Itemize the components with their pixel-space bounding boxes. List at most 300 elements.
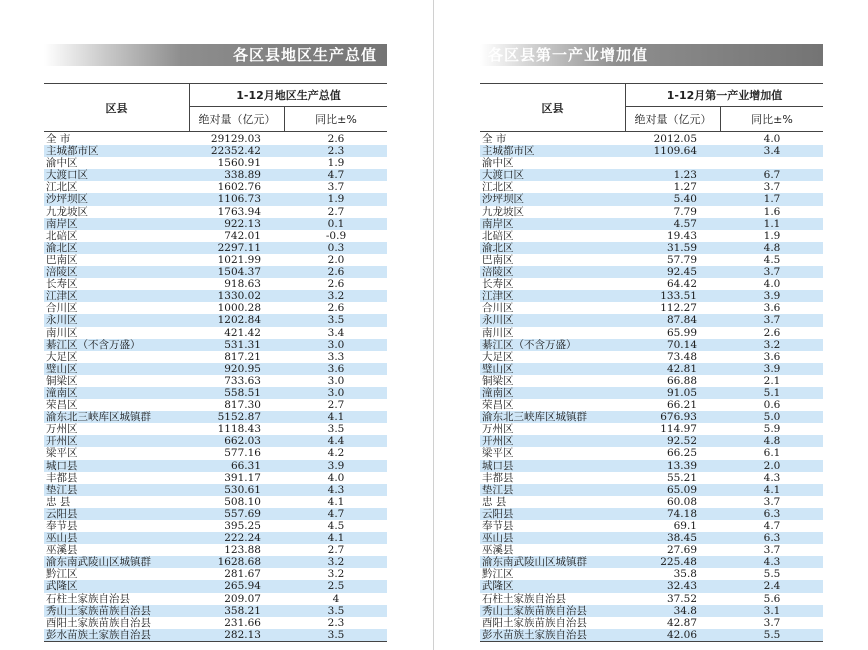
row-absolute-value: 19.43	[666, 229, 697, 242]
row-yoy-value: 4.8	[763, 241, 781, 254]
row-yoy-value: 6.3	[763, 532, 781, 545]
row-yoy-value: 2.4	[763, 580, 781, 593]
row-yoy-value: 3.2	[327, 290, 345, 303]
table-row	[44, 290, 387, 302]
row-absolute-value: 358.21	[224, 604, 261, 617]
table-row	[44, 254, 387, 266]
row-district-name: 沙坪坝区	[46, 193, 88, 206]
table-row	[480, 327, 823, 339]
row-absolute-value: 1504.37	[217, 266, 261, 279]
row-absolute-value: 66.25	[666, 447, 697, 460]
row-absolute-value: 27.69	[666, 544, 697, 557]
row-yoy-value: 4.5	[327, 520, 345, 532]
row-district-name: 綦江区（不含万盛）	[482, 338, 577, 351]
row-district-name: 江北区	[46, 181, 78, 194]
row-absolute-value: 557.69	[224, 507, 261, 520]
table-row	[480, 568, 823, 580]
row-yoy-value: 3.7	[763, 181, 781, 194]
row-district-name: 江北区	[482, 181, 514, 194]
table-row	[44, 266, 387, 278]
row-yoy-value: 4.3	[763, 556, 781, 569]
row-district-name: 大足区	[482, 350, 514, 363]
table-row	[480, 435, 823, 447]
gdp-table-header	[44, 83, 387, 132]
row-district-name: 长寿区	[46, 278, 78, 291]
table-row	[44, 447, 387, 459]
row-yoy-value: 5.1	[763, 386, 781, 399]
row-yoy-value: 2.6	[763, 326, 781, 339]
row-absolute-value: 73.48	[666, 350, 697, 363]
table-row	[480, 447, 823, 459]
row-yoy-value: 5.5	[763, 568, 781, 581]
row-yoy-value: 2.7	[327, 205, 345, 218]
table-row	[44, 520, 387, 532]
row-district-name: 云阳县	[482, 507, 514, 520]
row-absolute-value: 91.05	[666, 386, 697, 399]
row-district-name: 秀山土家族苗族自治县	[482, 604, 587, 617]
table-row	[480, 387, 823, 399]
row-district-name: 石柱土家族自治县	[46, 592, 130, 605]
table-row	[44, 508, 387, 520]
row-absolute-value: 676.93	[660, 411, 697, 424]
row-yoy-value: 6.7	[763, 169, 781, 182]
row-absolute-value: 1330.02	[217, 290, 261, 303]
row-yoy-value: 2.3	[327, 616, 345, 629]
row-yoy-value: 3.1	[763, 604, 781, 617]
gdp-panel	[44, 44, 387, 642]
table-row	[44, 302, 387, 314]
row-district-name: 南川区	[46, 326, 78, 339]
row-yoy-value: 4.2	[327, 447, 345, 460]
row-district-name: 垫江县	[46, 483, 78, 496]
row-absolute-value: 133.51	[660, 290, 697, 303]
row-yoy-value: 3.7	[763, 616, 781, 629]
row-district-name: 忠 县	[46, 495, 71, 508]
row-district-name: 大足区	[46, 350, 78, 363]
row-absolute-value: 918.63	[224, 278, 261, 291]
row-district-name: 荣昌区	[46, 399, 78, 412]
row-district-name: 江津区	[46, 290, 78, 303]
row-district-name: 渝东北三峡库区城镇群	[46, 411, 151, 424]
row-absolute-value: 1118.43	[217, 423, 261, 436]
row-district-name: 沙坪坝区	[482, 193, 524, 206]
row-absolute-value: 114.97	[660, 423, 697, 436]
row-absolute-value: 558.51	[224, 386, 261, 399]
page-divider	[433, 0, 434, 650]
row-absolute-value: 55.21	[666, 471, 697, 484]
row-district-name: 大渡口区	[482, 169, 524, 182]
row-district-name: 奉节县	[46, 520, 78, 532]
row-district-name: 奉节县	[482, 520, 514, 532]
row-absolute-value: 265.94	[224, 580, 261, 593]
gdp-header-absolute: 绝对量（亿元）	[190, 107, 285, 131]
row-absolute-value: 66.21	[666, 399, 697, 412]
table-row	[44, 399, 387, 411]
table-row	[480, 580, 823, 592]
row-absolute-value: 577.16	[224, 447, 261, 460]
row-absolute-value: 1.23	[673, 169, 697, 182]
row-absolute-value: 1109.64	[653, 145, 697, 158]
table-row	[480, 266, 823, 278]
table-row	[480, 314, 823, 326]
table-row	[44, 169, 387, 181]
row-absolute-value: 1628.68	[217, 556, 261, 569]
row-district-name: 彭水苗族土家族自治县	[482, 628, 587, 641]
row-absolute-value: 4.57	[673, 217, 697, 230]
row-district-name: 梁平区	[46, 447, 78, 460]
table-row	[480, 133, 823, 145]
row-yoy-value: 1.9	[763, 229, 781, 242]
row-district-name: 万州区	[46, 423, 78, 436]
table-row	[480, 544, 823, 556]
table-row	[44, 230, 387, 242]
row-absolute-value: 920.95	[224, 362, 261, 375]
row-absolute-value: 35.8	[673, 568, 697, 581]
row-absolute-value: 74.18	[666, 507, 697, 520]
row-yoy-value: 2.6	[327, 133, 345, 145]
row-absolute-value: 222.24	[224, 532, 261, 545]
row-absolute-value: 1763.94	[217, 205, 261, 218]
table-row	[44, 617, 387, 629]
table-row	[480, 399, 823, 411]
row-yoy-value: 4.4	[327, 435, 345, 448]
row-yoy-value: 3.4	[327, 326, 345, 339]
table-row	[44, 206, 387, 218]
table-row	[480, 423, 823, 435]
row-yoy-value: 5.9	[763, 423, 781, 436]
row-yoy-value: 2.0	[327, 253, 345, 266]
row-yoy-value: 5.0	[763, 411, 781, 424]
row-yoy-value: 2.6	[327, 302, 345, 315]
row-absolute-value: 662.03	[224, 435, 261, 448]
table-row	[480, 206, 823, 218]
row-yoy-value: 4.7	[763, 520, 781, 532]
table-row	[480, 556, 823, 568]
row-absolute-value: 34.8	[673, 604, 697, 617]
row-yoy-value: 4.1	[327, 495, 345, 508]
table-row	[480, 508, 823, 520]
primary-industry-panel	[480, 44, 823, 642]
table-row	[44, 363, 387, 375]
row-yoy-value: 4.7	[327, 169, 345, 182]
row-district-name: 璧山区	[46, 362, 78, 375]
row-yoy-value: 0.6	[763, 399, 781, 412]
table-row	[44, 556, 387, 568]
row-yoy-value: 3.9	[763, 290, 781, 303]
row-district-name: 铜梁区	[482, 374, 514, 387]
row-district-name: 武隆区	[482, 580, 514, 593]
row-district-name: 南川区	[482, 326, 514, 339]
row-yoy-value: 4.1	[327, 411, 345, 424]
row-absolute-value: 92.45	[666, 266, 697, 279]
row-absolute-value: 60.08	[666, 495, 697, 508]
row-district-name: 渝东南武陵山区城镇群	[46, 556, 151, 569]
row-yoy-value: 4.1	[327, 532, 345, 545]
row-district-name: 全 市	[482, 133, 507, 145]
row-absolute-value: 1106.73	[217, 193, 261, 206]
table-row	[44, 435, 387, 447]
table-row	[44, 472, 387, 484]
table-row	[480, 339, 823, 351]
primary-header-absolute: 绝对量（亿元）	[626, 107, 721, 131]
table-row	[480, 278, 823, 290]
row-absolute-value: 508.10	[224, 495, 261, 508]
row-absolute-value: 32.43	[666, 580, 697, 593]
row-yoy-value: 2.6	[327, 278, 345, 291]
row-absolute-value: 1021.99	[217, 253, 261, 266]
row-district-name: 巴南区	[482, 253, 514, 266]
gdp-title-bar	[44, 44, 387, 66]
row-yoy-value: 3.2	[763, 338, 781, 351]
table-row	[44, 580, 387, 592]
row-district-name: 北碚区	[46, 229, 78, 242]
row-district-name: 黔江区	[46, 568, 78, 581]
row-district-name: 开州区	[46, 435, 78, 448]
row-absolute-value: 66.88	[666, 374, 697, 387]
table-row	[44, 242, 387, 254]
table-row	[44, 327, 387, 339]
table-row	[44, 411, 387, 423]
row-absolute-value: 42.06	[666, 628, 697, 641]
row-district-name: 渝东北三峡库区城镇群	[482, 411, 587, 424]
row-district-name: 潼南区	[482, 386, 514, 399]
row-yoy-value: 3.5	[327, 628, 345, 641]
row-yoy-value: 0.1	[327, 217, 345, 230]
table-row	[480, 230, 823, 242]
row-district-name: 巫山县	[46, 532, 78, 545]
row-yoy-value: 3.0	[327, 338, 345, 351]
table-row	[480, 363, 823, 375]
row-district-name: 大渡口区	[46, 169, 88, 182]
row-absolute-value: 421.42	[224, 326, 261, 339]
row-district-name: 渝北区	[482, 241, 514, 254]
primary-title-bar	[480, 44, 823, 66]
table-row	[480, 193, 823, 205]
row-district-name: 石柱土家族自治县	[482, 592, 566, 605]
row-district-name: 巫溪县	[482, 544, 514, 557]
table-row	[480, 460, 823, 472]
row-yoy-value: 6.1	[763, 447, 781, 460]
row-absolute-value: 29129.03	[210, 133, 261, 145]
row-yoy-value: 4.0	[327, 471, 345, 484]
table-row	[44, 218, 387, 230]
table-row	[44, 278, 387, 290]
table-row	[480, 218, 823, 230]
row-absolute-value: 42.87	[666, 616, 697, 629]
table-row	[480, 629, 823, 641]
row-yoy-value: 2.5	[327, 580, 345, 593]
row-district-name: 武隆区	[46, 580, 78, 593]
row-absolute-value: 530.61	[224, 483, 261, 496]
row-absolute-value: 817.21	[224, 350, 261, 363]
row-district-name: 主城都市区	[46, 145, 99, 158]
row-absolute-value: 395.25	[224, 520, 261, 532]
row-yoy-value: 3.5	[327, 604, 345, 617]
row-absolute-value: 5.40	[673, 193, 697, 206]
table-row	[480, 617, 823, 629]
row-yoy-value: 4.3	[327, 483, 345, 496]
row-district-name: 南岸区	[46, 217, 78, 230]
table-row	[44, 193, 387, 205]
row-yoy-value: 3.9	[327, 459, 345, 472]
row-absolute-value: 65.09	[666, 483, 697, 496]
table-row	[480, 496, 823, 508]
table-row	[480, 145, 823, 157]
row-yoy-value: 1.7	[763, 193, 781, 206]
table-row	[44, 605, 387, 617]
table-row	[480, 302, 823, 314]
row-yoy-value: 3.6	[327, 362, 345, 375]
row-district-name: 丰都县	[46, 471, 78, 484]
row-absolute-value: 338.89	[224, 169, 261, 182]
row-district-name: 江津区	[482, 290, 514, 303]
row-district-name: 南岸区	[482, 217, 514, 230]
row-absolute-value: 69.1	[673, 520, 697, 532]
row-yoy-value: 4.0	[763, 133, 781, 145]
row-yoy-value: 3.2	[327, 556, 345, 569]
table-row	[480, 375, 823, 387]
row-yoy-value: -0.9	[325, 229, 347, 242]
row-yoy-value: 4.8	[763, 435, 781, 448]
row-district-name: 垫江县	[482, 483, 514, 496]
row-absolute-value: 38.45	[666, 532, 697, 545]
row-yoy-value: 3.0	[327, 386, 345, 399]
row-yoy-value: 1.6	[763, 205, 781, 218]
row-absolute-value: 1.27	[673, 181, 697, 194]
row-absolute-value: 391.17	[224, 471, 261, 484]
row-yoy-value	[721, 157, 823, 169]
table-row	[480, 411, 823, 423]
row-absolute-value: 225.48	[660, 556, 697, 569]
primary-header-yoy: 同比±%	[751, 113, 793, 126]
row-district-name: 秀山土家族苗族自治县	[46, 604, 151, 617]
row-yoy-value: 3.3	[327, 350, 345, 363]
row-absolute-value: 57.79	[666, 253, 697, 266]
row-absolute-value: 1000.28	[217, 302, 261, 315]
table-row	[44, 145, 387, 157]
table-row	[44, 423, 387, 435]
row-district-name: 酉阳土家族苗族自治县	[46, 616, 151, 629]
row-absolute-value: 531.31	[224, 338, 261, 351]
table-row	[44, 314, 387, 326]
row-absolute-value: 13.39	[666, 459, 697, 472]
row-district-name: 开州区	[482, 435, 514, 448]
table-row	[44, 133, 387, 145]
table-row	[480, 520, 823, 532]
row-yoy-value: 4.5	[763, 253, 781, 266]
row-yoy-value: 2.3	[327, 145, 345, 158]
table-row	[44, 387, 387, 399]
row-district-name: 永川区	[482, 314, 514, 327]
table-row	[480, 290, 823, 302]
row-district-name: 涪陵区	[46, 266, 78, 279]
row-yoy-value: 3.5	[327, 423, 345, 436]
row-yoy-value: 1.9	[327, 193, 345, 206]
primary-header-district: 区县	[480, 84, 626, 131]
row-district-name: 北碚区	[482, 229, 514, 242]
row-district-name: 云阳县	[46, 507, 78, 520]
row-yoy-value: 3.7	[763, 266, 781, 279]
row-absolute-value: 92.52	[666, 435, 697, 448]
row-district-name: 黔江区	[482, 568, 514, 581]
table-row	[44, 157, 387, 169]
row-absolute-value: 231.66	[224, 616, 261, 629]
row-yoy-value: 3.5	[327, 314, 345, 327]
table-row	[44, 593, 387, 605]
row-district-name: 永川区	[46, 314, 78, 327]
row-absolute-value: 742.01	[224, 229, 261, 242]
row-yoy-value: 3.7	[327, 181, 345, 194]
row-yoy-value: 3.6	[763, 350, 781, 363]
gdp-table-body	[44, 133, 387, 642]
row-district-name: 渝中区	[482, 157, 514, 170]
row-absolute-value: 5152.87	[217, 411, 261, 424]
table-row	[44, 544, 387, 556]
row-district-name: 九龙坡区	[46, 205, 88, 218]
row-yoy-value: 3.4	[763, 145, 781, 158]
table-row	[480, 472, 823, 484]
row-absolute-value: 66.31	[230, 459, 261, 472]
primary-title: 各区县第一产业增加值	[488, 46, 649, 64]
primary-table-header	[480, 83, 823, 132]
row-district-name: 璧山区	[482, 362, 514, 375]
row-yoy-value: 1.9	[327, 157, 345, 170]
primary-header-group: 1-12月第一产业增加值	[626, 84, 823, 107]
row-absolute-value: 209.07	[224, 592, 261, 605]
table-row	[44, 568, 387, 580]
row-yoy-value: 4.0	[763, 278, 781, 291]
row-district-name: 合川区	[46, 302, 78, 315]
row-absolute-value: 1560.91	[217, 157, 261, 170]
row-absolute-value: 817.30	[224, 399, 261, 412]
row-absolute-value: 112.27	[660, 302, 697, 315]
row-yoy-value: 3.7	[763, 314, 781, 327]
row-district-name: 合川区	[482, 302, 514, 315]
row-district-name: 渝中区	[46, 157, 78, 170]
gdp-title: 各区县地区生产总值	[232, 46, 377, 64]
table-row	[44, 351, 387, 363]
row-district-name: 彭水苗族土家族自治县	[46, 628, 151, 641]
row-yoy-value: 5.6	[763, 592, 781, 605]
table-row	[480, 254, 823, 266]
row-yoy-value: 2.7	[327, 399, 345, 412]
row-absolute-value: 7.79	[673, 205, 697, 218]
table-row	[44, 496, 387, 508]
row-absolute-value: 70.14	[666, 338, 697, 351]
table-row	[480, 532, 823, 544]
row-district-name: 主城都市区	[482, 145, 535, 158]
row-yoy-value: 3.2	[327, 568, 345, 581]
row-district-name: 酉阳土家族苗族自治县	[482, 616, 587, 629]
row-district-name: 铜梁区	[46, 374, 78, 387]
row-district-name: 万州区	[482, 423, 514, 436]
row-yoy-value: 4	[332, 592, 340, 605]
row-yoy-value: 4.3	[763, 471, 781, 484]
row-yoy-value: 2.0	[763, 459, 781, 472]
row-absolute-value: 123.88	[224, 544, 261, 557]
table-row	[480, 593, 823, 605]
primary-table-body	[480, 133, 823, 642]
table-row	[44, 629, 387, 641]
row-yoy-value: 3.7	[763, 544, 781, 557]
row-yoy-value: 4.1	[763, 483, 781, 496]
table-row	[480, 242, 823, 254]
gdp-header-district: 区县	[44, 84, 190, 131]
row-absolute-value: 281.67	[224, 568, 261, 581]
row-district-name: 九龙坡区	[482, 205, 524, 218]
row-absolute-value: 22352.42	[210, 145, 261, 158]
row-district-name: 全 市	[46, 133, 71, 145]
